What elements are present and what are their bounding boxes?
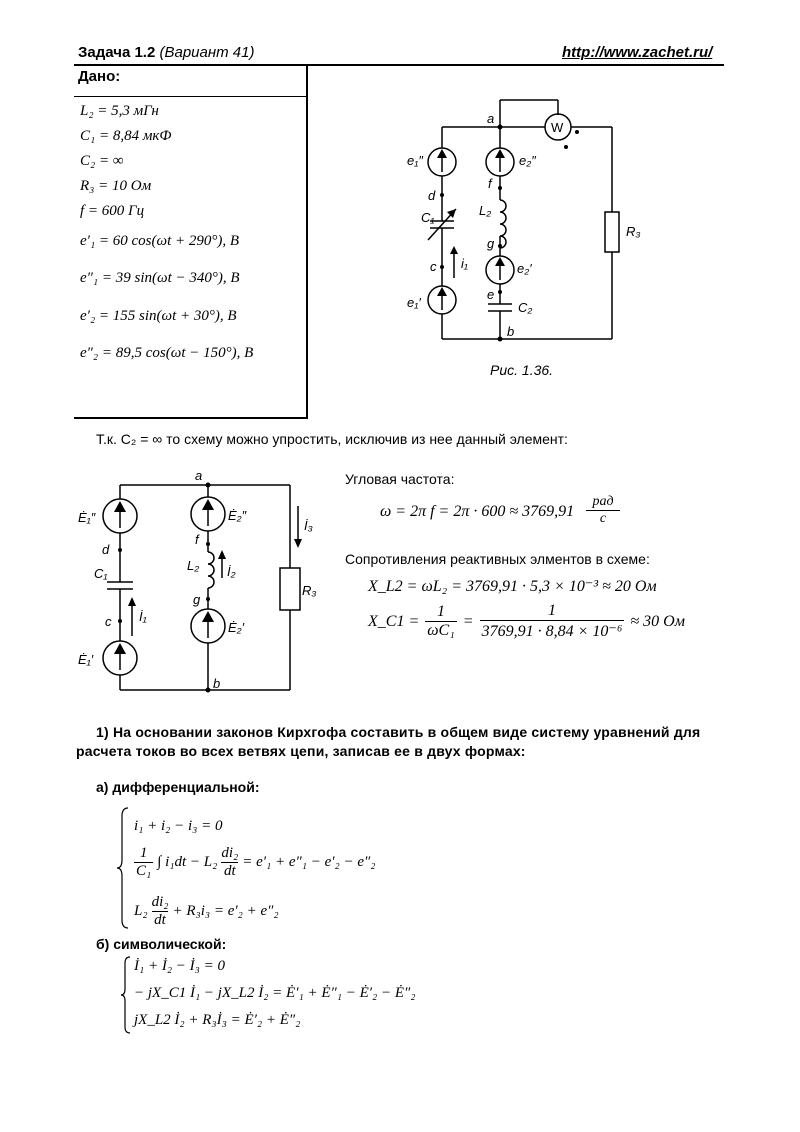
- simplify-note: Т.к. C₂ = ∞ то схему можно упростить, исключив из нее данный элемент:: [96, 431, 568, 447]
- diff-eq2: [134, 845, 376, 880]
- I3-label: İ₃: [304, 518, 313, 533]
- node-b-label: b: [507, 324, 515, 339]
- site-link[interactable]: http://www.zachet.ru/: [562, 44, 713, 61]
- reactance-label: Сопротивления реактивных элментов в схеме:: [345, 551, 650, 567]
- diff-eq3-lhs: L₂: [134, 903, 148, 919]
- diff-eq2-coef-num: 1: [139, 845, 148, 861]
- given-e2pp: e″₂ = 89,5 cos(ωt − 150°), B: [80, 345, 254, 361]
- given-C2: C₂ = ∞: [80, 153, 124, 169]
- given-e1p: e′₁ = 60 cos(ωt + 290°), B: [80, 233, 240, 249]
- node-c-label-2: c: [105, 614, 112, 629]
- node-e-label: e: [487, 287, 495, 302]
- task-title: [78, 44, 254, 61]
- given-C1: C₁ = 8,84 мкФ: [80, 128, 172, 144]
- diff-brace: [116, 806, 130, 930]
- given-e2p: e′₂ = 155 sin(ωt + 30°), B: [80, 308, 237, 324]
- diff-eq3-frac: [152, 894, 169, 929]
- diff-eq2-coef: [134, 845, 153, 880]
- omega-formula: ω = 2π f = 2π · 600 ≈ 3769,91: [380, 503, 575, 520]
- symb-eq3: jX_L2 İ₂ + R₃İ₃ = Ė′₂ + Ė″₂: [134, 1012, 301, 1028]
- given-R3: R₃ = 10 Ом: [80, 178, 152, 194]
- node-d-label: d: [428, 188, 436, 203]
- omega-unit-num: рад: [592, 494, 614, 509]
- node-b-label-2: b: [213, 676, 221, 691]
- node-g-label: g: [487, 236, 495, 251]
- I1-label: İ₁: [139, 609, 147, 624]
- xc1-frac1-num: 1: [437, 603, 446, 620]
- xc1-eq: =: [462, 612, 474, 630]
- given-box-bottom-border: [74, 417, 308, 419]
- e2p-label: e₂′: [517, 261, 532, 276]
- diff-form-label: а) дифференциальной:: [96, 779, 260, 795]
- e2pp-label: e₂″: [519, 153, 536, 168]
- given-title: Дано:: [78, 68, 121, 85]
- given-e1pp: e″₁ = 39 sin(ωt − 340°), B: [80, 270, 240, 286]
- node-d-label-2: d: [102, 542, 110, 557]
- symb-eq2: − jX_C1 İ₁ − jX_L2 İ₂ = Ė′₁ + Ė″₁ − Ė′₂ − Ė″₂: [134, 985, 416, 1001]
- node-a-label-2: a: [195, 468, 203, 483]
- omega-unit-den: с: [586, 510, 620, 527]
- task-number: Задача 1.2: [78, 44, 156, 61]
- xc1-result: ≈ 30 Ом: [630, 612, 685, 630]
- diff-eq1: i₁ + i₂ − i₃ = 0: [134, 818, 223, 834]
- omega-label: Угловая частота:: [345, 471, 455, 487]
- given-title-rule: [74, 96, 308, 97]
- node-c-label: c: [430, 259, 437, 274]
- i1-label: i₁: [461, 256, 468, 271]
- xc1-frac2-den: 3769,91 · 8,84 × 10⁻⁶: [480, 620, 625, 641]
- e1pp-label: e₁″: [407, 153, 423, 168]
- diff-eq2-frac-num: di₂: [221, 845, 239, 861]
- E2p-label: Ė₂′: [228, 620, 245, 635]
- L2-label: L₂: [479, 203, 492, 218]
- given-f: f = 600 Гц: [80, 203, 145, 219]
- L2-label-2: L₂: [187, 558, 200, 573]
- diff-eq2-coef-den: C₁: [136, 863, 152, 879]
- diff-eq2-frac: [221, 845, 238, 880]
- xc1-frac1-den: ωC₁: [427, 622, 455, 639]
- given-box-right-border: [306, 64, 308, 418]
- figure1-caption: Рис. 1.36.: [490, 362, 554, 378]
- circuit-figure-1: [390, 90, 690, 390]
- node-g-label-2: g: [193, 592, 201, 607]
- header-rule: [74, 64, 724, 66]
- diff-eq2-mid: ∫ i₁dt − L₂: [157, 854, 218, 870]
- e1p-label: e₁′: [407, 295, 421, 310]
- diff-eq2-rhs: = e′₁ + e″₁ − e′₂ − e″₂: [242, 854, 376, 870]
- I2-label: İ₂: [227, 564, 236, 579]
- C1-label-2: C₁: [94, 566, 108, 581]
- node-a-label: a: [487, 111, 495, 126]
- diff-eq3: [134, 894, 279, 929]
- node-f-label-2: f: [195, 532, 199, 547]
- xc1-lhs: X_C1 =: [368, 612, 420, 630]
- diff-eq3-rhs: + R₃i₃ = e′₂ + e″₂: [172, 903, 279, 919]
- symb-form-label: б) символической:: [96, 936, 227, 952]
- task-variant: (Вариант 41): [159, 44, 255, 61]
- diff-eq3-frac-num: di₂: [151, 894, 169, 910]
- R3-label-2: R₃: [302, 583, 317, 598]
- R3-label: R₃: [626, 224, 641, 239]
- xc1-frac2-num: 1: [547, 602, 556, 619]
- E1p-label: Ė₁′: [78, 652, 94, 667]
- symb-brace: [120, 955, 132, 1035]
- wattmeter-label: W: [551, 120, 564, 135]
- question-text: 1) На основании законов Кирхгофа составить в общем виде систему уравнений для расчета токов во всех ветвях цепи, записав ее в двух формах:: [76, 724, 701, 759]
- omega-unit: [586, 494, 620, 527]
- node-f-label: f: [488, 176, 492, 191]
- circuit-figure-2: [78, 466, 338, 706]
- diff-eq2-frac-den: dt: [221, 862, 238, 880]
- C1-label: C₁: [421, 210, 435, 225]
- E1pp-label: Ė₁″: [78, 510, 96, 525]
- xc1-formula: [368, 602, 685, 641]
- xc1-frac2: [480, 602, 625, 641]
- symb-eq1: İ₁ + İ₂ − İ₃ = 0: [134, 958, 225, 974]
- diff-eq3-frac-den: dt: [152, 911, 169, 929]
- C2-label: C₂: [518, 300, 533, 315]
- xl2-formula: X_L2 = ωL₂ = 3769,91 · 5,3 × 10⁻³ ≈ 20 Ом: [368, 578, 657, 595]
- xc1-frac1: [425, 603, 457, 640]
- given-L2: L₂ = 5,3 мГн: [80, 103, 159, 119]
- E2pp-label: Ė₂″: [228, 508, 247, 523]
